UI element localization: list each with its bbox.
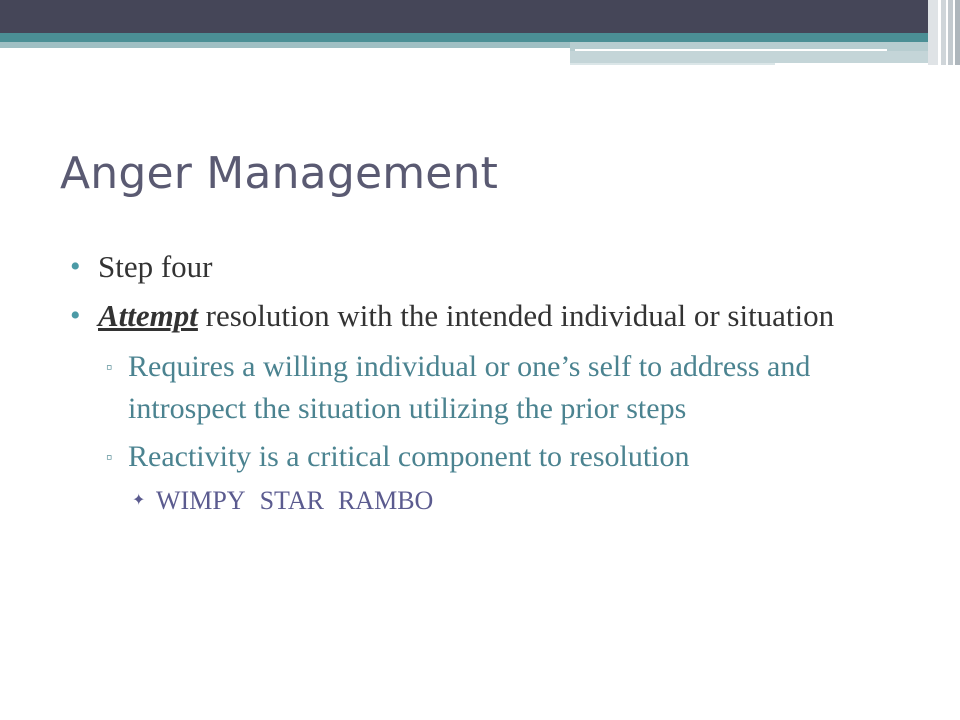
header-light-tab-lower: [570, 51, 938, 63]
bullet-dot-icon: •: [70, 299, 81, 332]
square-bullet-icon: ▫: [106, 447, 113, 467]
style-wimpy: WIMPY: [156, 486, 246, 515]
style-star: STAR: [259, 486, 324, 515]
header-faint-line: [570, 63, 775, 65]
emphasized-word: Attempt: [98, 298, 198, 333]
sub-bullet-text: Requires a willing individual or one’s self to address and introspect the situation utilizing the prior steps: [128, 350, 811, 425]
header-teal-bar: [0, 33, 938, 42]
bullet-attempt-resolution: [70, 297, 900, 335]
sub-sub-bullet-styles: [70, 484, 900, 518]
bullet-step-four: [70, 248, 900, 286]
bullet-text: resolution with the intended individual or situation: [197, 298, 835, 333]
bullet-dot-icon: •: [70, 250, 81, 283]
square-bullet-icon: ▫: [106, 357, 113, 377]
style-rambo: RAMBO: [337, 486, 434, 515]
header-light-bar: [0, 42, 570, 48]
sub-bullet-reactivity: [70, 436, 900, 478]
header-dark-bar: [0, 0, 960, 33]
header-right-stripes: [928, 0, 960, 65]
star-bullet-icon: ✦: [132, 492, 146, 509]
slide-title: Anger Management: [60, 148, 499, 199]
bullet-list: [70, 248, 900, 518]
sub-bullet-text: Reactivity is a critical component to resolution: [128, 440, 690, 473]
sub-bullet-requires: [70, 346, 900, 430]
bullet-text: Step four: [98, 249, 213, 284]
